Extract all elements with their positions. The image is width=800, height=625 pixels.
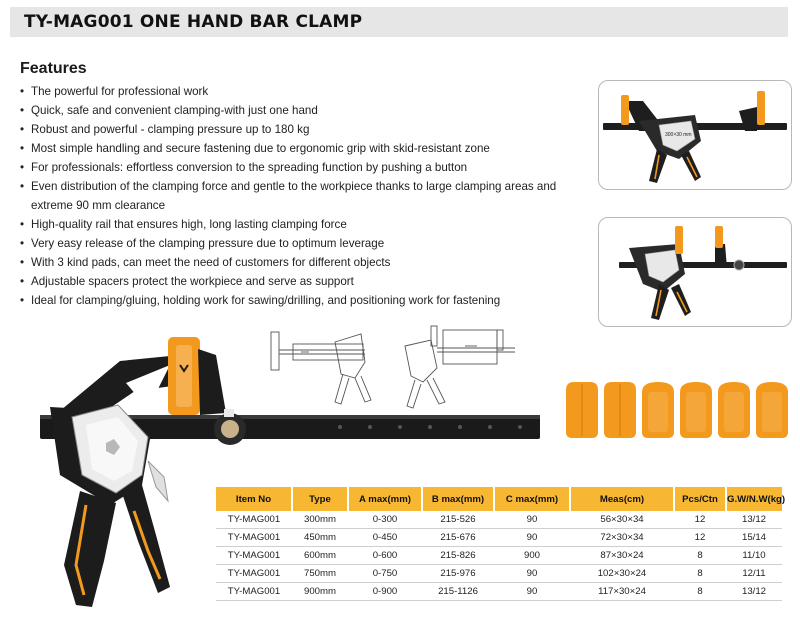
feature-item: • The powerful for professional work — [20, 82, 560, 101]
column-header: Meas(cm) — [570, 487, 674, 511]
table-cell: 11/10 — [726, 547, 782, 565]
technical-diagrams — [265, 322, 535, 412]
table-cell: TY-MAG001 — [216, 529, 292, 547]
table-cell: 600mm — [292, 547, 348, 565]
table-row — [216, 565, 782, 583]
column-header: A max(mm) — [348, 487, 422, 511]
spread-photo-illustration — [599, 218, 791, 326]
spare-pads — [562, 380, 792, 440]
table-cell: 15/14 — [726, 529, 782, 547]
column-header: Item No — [216, 487, 292, 511]
table-cell: 90 — [494, 511, 570, 529]
pad-textured — [642, 382, 674, 438]
table-cell: 750mm — [292, 565, 348, 583]
table-cell: 13/12 — [726, 511, 782, 529]
table-row — [216, 547, 782, 565]
table-cell: 12 — [674, 511, 726, 529]
table-cell: TY-MAG001 — [216, 583, 292, 601]
table-cell: 72×30×34 — [570, 529, 674, 547]
spec-table — [216, 487, 786, 601]
pad-flat — [566, 382, 598, 438]
table-cell: TY-MAG001 — [216, 565, 292, 583]
pad-v-groove — [604, 382, 636, 438]
column-header: Type — [292, 487, 348, 511]
feature-item: • High-quality rail that ensures high, long lasting clamping force — [20, 215, 560, 234]
table-cell: 87×30×24 — [570, 547, 674, 565]
clamp-photo-illustration — [599, 81, 791, 189]
table-cell: 90 — [494, 529, 570, 547]
feature-item: • Quick, safe and convenient clamping-with just one hand — [20, 101, 560, 120]
feature-item: • Robust and powerful - clamping pressure up to 180 kg — [20, 120, 560, 139]
table-header-row — [216, 487, 782, 511]
column-header: C max(mm) — [494, 487, 570, 511]
table-cell: 8 — [674, 547, 726, 565]
pad-flat-wide — [756, 382, 788, 438]
table-cell: 12 — [674, 529, 726, 547]
features-list — [20, 82, 560, 310]
table-row — [216, 511, 782, 529]
pad-flat-wide — [718, 382, 750, 438]
feature-item: • Very easy release of the clamping pressure due to optimum leverage — [20, 234, 560, 253]
features-heading: Features — [20, 60, 87, 77]
feature-item: • Ideal for clamping/gluing, holding work for sawing/drilling, and positioning work for fastening — [20, 291, 560, 310]
table-cell: 0-600 — [348, 547, 422, 565]
feature-item: • With 3 kind pads, can meet the need of customers for different objects — [20, 253, 560, 272]
table-row — [216, 583, 782, 601]
table-cell: TY-MAG001 — [216, 511, 292, 529]
pad-textured — [680, 382, 712, 438]
feature-item: • Most simple handling and secure fastening due to ergonomic grip with skid-resistant zone — [20, 139, 560, 158]
table-cell: 0-900 — [348, 583, 422, 601]
column-header: Pcs/Ctn — [674, 487, 726, 511]
table-cell: 0-750 — [348, 565, 422, 583]
column-header: B max(mm) — [422, 487, 494, 511]
table-cell: 450mm — [292, 529, 348, 547]
page-title: TY-MAG001 ONE HAND BAR CLAMP — [24, 12, 363, 32]
table-cell: 12/11 — [726, 565, 782, 583]
table-cell: 8 — [674, 583, 726, 601]
feature-item: • Even distribution of the clamping force and gentle to the workpiece thanks to large clamping areas and extreme 90 mm clearance — [20, 177, 560, 215]
product-photo-spreading — [598, 217, 792, 327]
feature-item: • For professionals: effortless conversion to the spreading function by pushing a button — [20, 158, 560, 177]
feature-item: • Adjustable spacers protect the workpiece and serve as support — [20, 272, 560, 291]
table-cell: 215-976 — [422, 565, 494, 583]
table-cell: 900 — [494, 547, 570, 565]
clamp-size-label: 300×30 mm — [665, 132, 692, 138]
table-cell: 300mm — [292, 511, 348, 529]
table-cell: 13/12 — [726, 583, 782, 601]
product-photo-clamping — [598, 80, 792, 190]
title-bar — [10, 7, 788, 37]
table-cell: 215-676 — [422, 529, 494, 547]
table-cell: 900mm — [292, 583, 348, 601]
column-header: G.W/N.W(kg) — [726, 487, 782, 511]
table-cell: 215-826 — [422, 547, 494, 565]
table-cell: 102×30×24 — [570, 565, 674, 583]
table-cell: 215-1126 — [422, 583, 494, 601]
table-cell: 56×30×34 — [570, 511, 674, 529]
table-cell: TY-MAG001 — [216, 547, 292, 565]
table-cell: 117×30×24 — [570, 583, 674, 601]
table-cell: 90 — [494, 565, 570, 583]
table-cell: 0-450 — [348, 529, 422, 547]
table-cell: 8 — [674, 565, 726, 583]
table-cell: 0-300 — [348, 511, 422, 529]
table-cell: 90 — [494, 583, 570, 601]
table-cell: 215-526 — [422, 511, 494, 529]
table-row — [216, 529, 782, 547]
